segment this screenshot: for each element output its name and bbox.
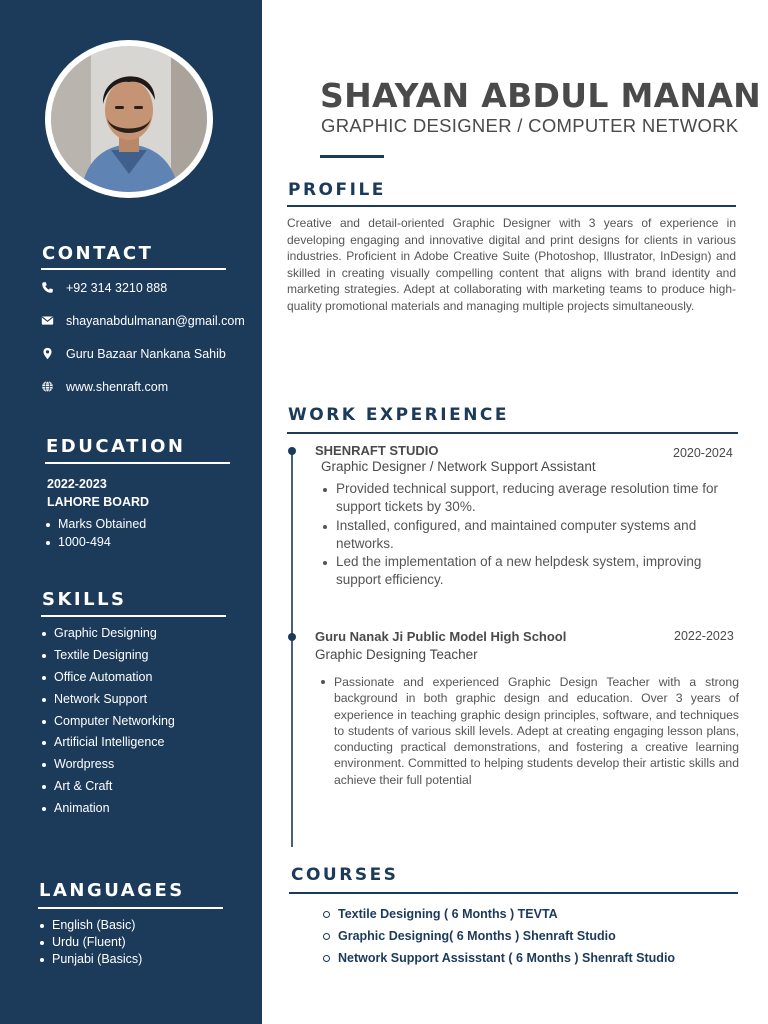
list-item: Graphic Designing [40, 626, 175, 648]
title-accent-rule [320, 155, 384, 158]
languages-heading: LANGUAGES [39, 880, 185, 901]
timeline-dot [288, 447, 296, 455]
list-item: Punjabi (Basics) [38, 952, 142, 969]
list-item: Passionate and experienced Graphic Design Teacher with a strong background in both graphic design and education. Over 3 years of experience in teaching graphic design principles, software, and techniques to students of various skill levels. Adept at creating engaging lesson plans, conducting practical demonstrations, and fostering a creative learning environment. Committed to helping students develop their artistic skills and achieve their full potential [319, 674, 739, 788]
phone-icon [40, 280, 55, 295]
address-text: Guru Bazaar Nankana Sahib [66, 346, 226, 361]
list-item: English (Basic) [38, 918, 142, 935]
profile-divider [287, 205, 736, 207]
languages-divider [38, 907, 223, 909]
contact-address [40, 346, 226, 361]
portrait-image [51, 46, 207, 192]
list-item: Installed, configured, and maintained computer systems and networks. [321, 517, 731, 554]
list-item: Marks Obtained [44, 517, 146, 535]
languages-list [38, 918, 142, 968]
courses-list [322, 906, 675, 972]
list-item: Office Automation [40, 670, 175, 692]
education-year: 2022-2023 [47, 477, 107, 491]
job-bullets [321, 480, 731, 590]
profile-summary: Creative and detail-oriented Graphic Designer with 3 years of experience in developing engaging and innovative digital and print designs for clients in various industries. Proficient in Adobe Creative Suite (Photoshop, Illustrator, InDesign) and skilled in creating visually compelling content that aligns with brand identity and marketing strategies. Adept at collaborating with marketing teams to produce high-quality promotional materials and managing multiple projects simultaneously. [287, 216, 736, 313]
education-board: LAHORE BOARD [47, 495, 150, 509]
person-name: SHAYAN ABDUL MANAN [320, 76, 762, 115]
job-company: SHENRAFT STUDIO [315, 443, 439, 458]
job-company: Guru Nanak Ji Public Model High School [315, 629, 567, 644]
list-item: Led the implementation of a new helpdesk system, improving support efficiency. [321, 553, 731, 590]
list-item: Network Support Assisstant ( 6 Months ) Shenraft Studio [322, 950, 675, 972]
list-item: Textile Designing ( 6 Months ) TEVTA [322, 906, 675, 928]
job-role: Graphic Designing Teacher [315, 647, 478, 662]
sidebar [0, 0, 262, 1024]
skills-list [40, 626, 175, 823]
courses-heading: COURSES [291, 865, 399, 885]
job-role: Graphic Designer / Network Support Assistant [321, 459, 596, 474]
contact-email [40, 313, 245, 328]
list-item: Network Support [40, 692, 175, 714]
experience-timeline [291, 450, 293, 847]
list-item: 1000-494 [44, 535, 146, 553]
profile-heading: PROFILE [288, 180, 386, 200]
courses-divider [289, 892, 738, 894]
list-item: Wordpress [40, 757, 175, 779]
contact-divider [41, 268, 226, 270]
envelope-icon [40, 313, 55, 328]
education-divider [45, 462, 230, 464]
list-item: Artificial Intelligence [40, 735, 175, 757]
job-title: GRAPHIC DESIGNER / COMPUTER NETWORK [321, 115, 739, 136]
list-item: Textile Designing [40, 648, 175, 670]
globe-icon [40, 379, 55, 394]
skills-heading: SKILLS [42, 589, 127, 610]
email-address[interactable]: shayanabdulmanan@gmail.com [66, 313, 245, 328]
job-bullets [319, 674, 739, 788]
timeline-dot [288, 633, 296, 641]
website-link[interactable]: www.shenraft.com [66, 379, 169, 394]
job-dates: 2022-2023 [674, 629, 734, 643]
skills-divider [41, 615, 226, 617]
list-item: Graphic Designing( 6 Months ) Shenraft Studio [322, 928, 675, 950]
list-item: Art & Craft [40, 779, 175, 801]
list-item: Animation [40, 801, 175, 823]
education-heading: EDUCATION [46, 436, 186, 457]
contact-phone [40, 280, 167, 295]
list-item: Urdu (Fluent) [38, 935, 142, 952]
phone-number[interactable]: +92 314 3210 888 [66, 280, 168, 295]
contact-heading: CONTACT [42, 243, 154, 264]
experience-divider [287, 432, 738, 434]
list-item: Provided technical support, reducing average resolution time for support tickets by 30%. [321, 480, 731, 517]
education-list [44, 517, 146, 553]
contact-website [40, 379, 168, 394]
profile-photo [45, 40, 213, 198]
experience-heading: WORK EXPERIENCE [288, 405, 510, 425]
location-pin-icon [40, 346, 55, 361]
job-dates: 2020-2024 [673, 446, 733, 460]
list-item: Computer Networking [40, 714, 175, 736]
